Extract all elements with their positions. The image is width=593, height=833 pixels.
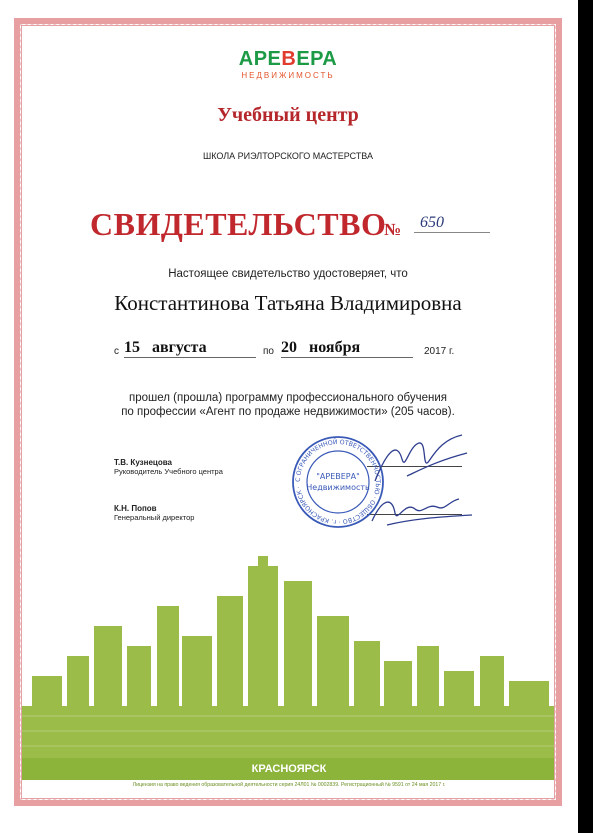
date-from-label: с <box>114 346 119 357</box>
training-center-title: Учебный центр <box>217 104 359 126</box>
signer-2 <box>114 504 194 522</box>
svg-text:С ОГРАНИЧЕННОЙ ОТВЕТСТВЕННОСТЬ: С ОГРАНИЧЕННОЙ ОТВЕТСТВЕННОСТЬЮ · ОБЩЕСТВО · г. КРАСНОЯРСК · <box>294 438 382 526</box>
date-from: 15 августа <box>124 339 256 358</box>
city-skyline-illustration <box>22 536 555 766</box>
date-to-label: по <box>263 346 274 357</box>
number-label: № <box>384 220 402 239</box>
svg-text:Недвижимость: Недвижимость <box>306 483 370 492</box>
signature-2 <box>367 491 477 531</box>
svg-text:"АРЕВЕРА": "АРЕВЕРА" <box>316 472 360 481</box>
recipient-name: Константинова Татьяна Владимировна <box>114 291 462 315</box>
signature-1 <box>367 431 472 491</box>
city-banner: КРАСНОЯРСК <box>22 758 555 780</box>
company-logo: АРЕВЕРА <box>238 48 338 70</box>
signer-1-name: Т.В. Кузнецова <box>114 458 172 467</box>
certificate-title: СВИДЕТЕЛЬСТВО <box>90 206 387 242</box>
signer-1 <box>114 458 223 476</box>
certifies-text: Настоящее свидетельство удостоверяет, что <box>168 268 408 280</box>
school-name: ШКОЛА РИЭЛТОРСКОГО МАСТЕРСТВА <box>202 151 374 161</box>
certificate-body <box>21 25 555 799</box>
certificate-number: 650 <box>414 214 490 233</box>
logo-subtitle: НЕДВИЖИМОСТЬ <box>241 71 335 80</box>
signer-1-position: Руководитель Учебного центра <box>114 467 223 476</box>
date-year: 2017 г. <box>424 346 455 357</box>
license-text: Лицензия на право ведения образовательной деятельности серия 24Л01 № 0002839. Регистрационный № 9591 от 24 мая 2017 г. <box>132 782 446 788</box>
program-text: прошел (прошла) программу профессионального обучения по профессии «Агент по продаже недвижимости» (205 часов). <box>121 392 455 418</box>
date-to: 20 ноября <box>281 339 413 358</box>
signer-2-name: К.Н. Попов <box>114 504 157 513</box>
signer-2-position: Генеральный директор <box>114 513 195 522</box>
